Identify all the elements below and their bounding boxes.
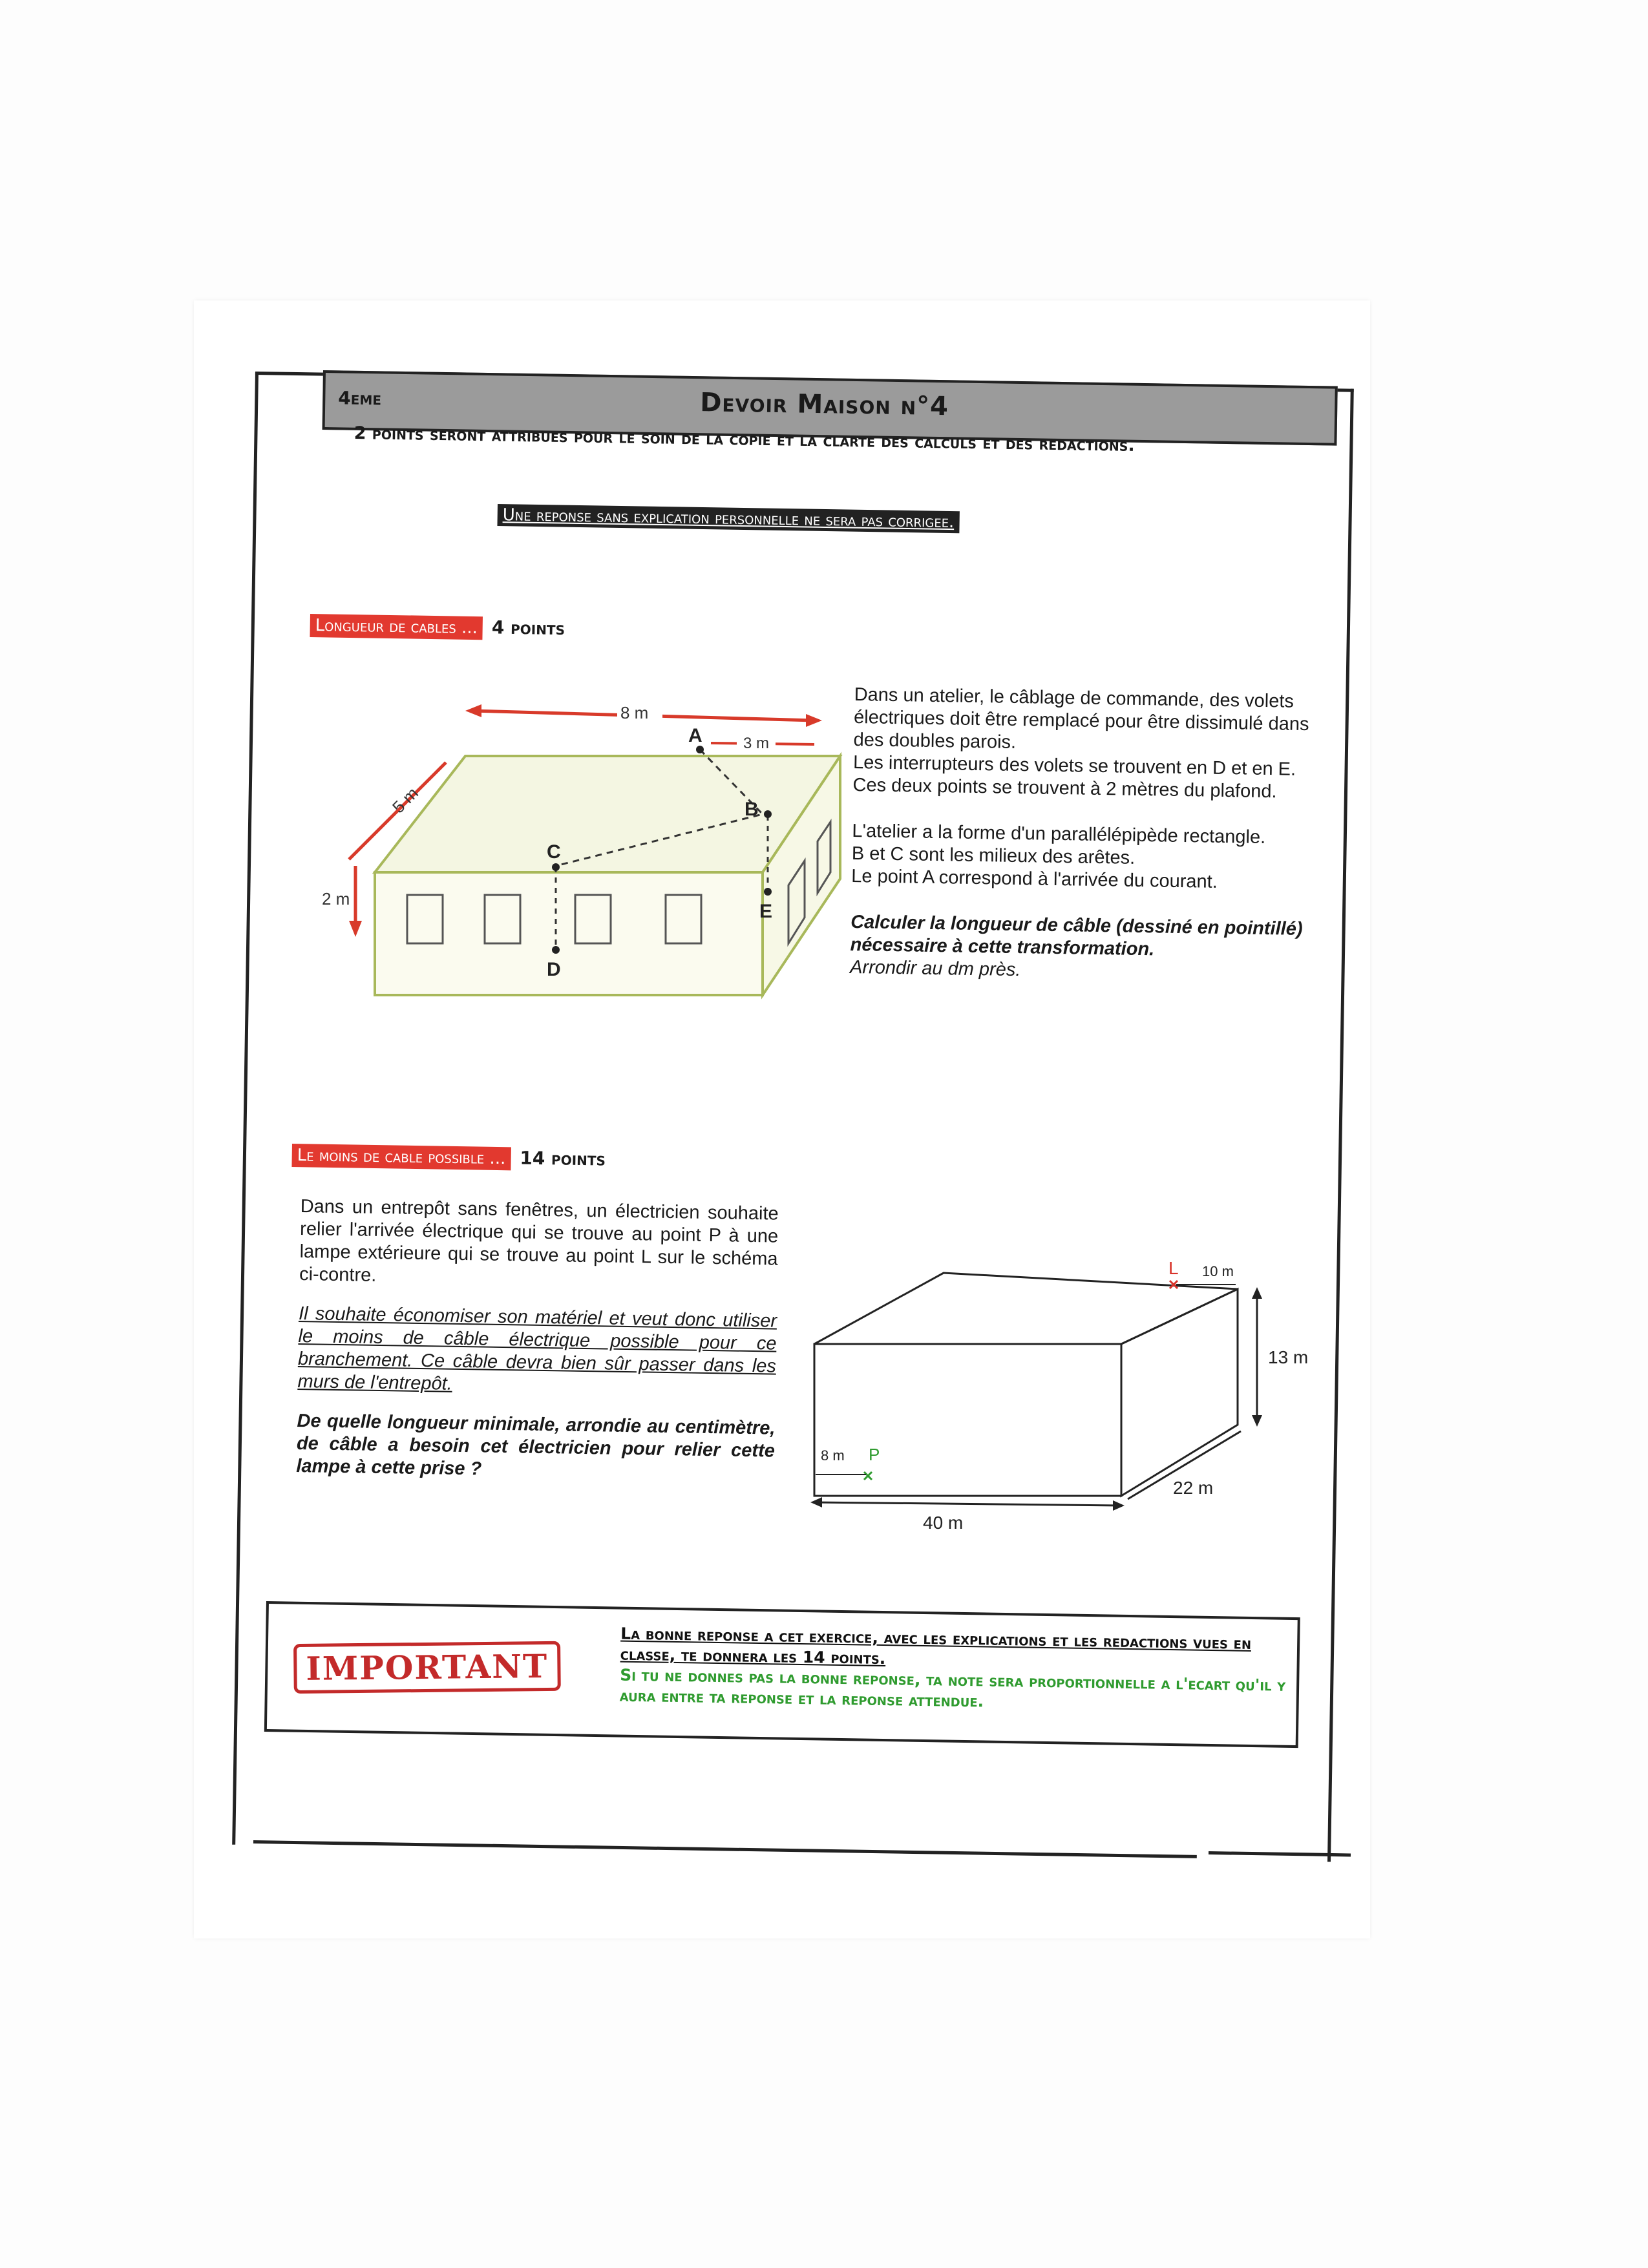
section2-paragraph2: Il souhaite économiser son matériel et veut donc utiliser le moins de câble électrique possible pour ce branchement. Ce câble devra bien sûr passer dans les murs de l'entrepôt. [297,1303,777,1394]
warehouse-figure [801,1247,1331,1531]
section1-paragraph4: B et C sont les milieux des arêtes. [851,843,1136,868]
label-e: E [759,901,773,922]
section1-rounding: Arrondir au dm près. [849,956,1021,981]
label-d: D [547,959,561,980]
offset-label: 3 m [743,735,770,752]
arrow-head [1113,1500,1125,1511]
label-l: L [1168,1258,1179,1278]
length-label: 40 m [923,1513,964,1533]
point-c [552,863,560,871]
height-label: 2 m [322,889,350,908]
section1-text [850,684,1326,986]
important-text [620,1624,1293,1717]
explain-note: Une reponse sans explication personnelle ne sera pas corrigee. [497,504,959,533]
section2-text [296,1195,779,1486]
important-stamp: IMPORTANT [293,1641,561,1694]
section1-points: 4 points [491,616,565,640]
section1-question: Calculer la longueur de câble (dessiné en pointillé) nécessaire à cette transformation. [850,911,1303,960]
important-line1: La bonne reponse a cet exercice, avec les explications et les redactions vues en classe, te donnera les 14 points. [620,1624,1252,1668]
section2-paragraph1: Dans un entrepôt sans fenêtres, un électricien souhaite relier l'arrivée électrique qui se trouve au point P à une lampe extérieure qui se trouve au point L sur le schéma ci-contre. [299,1195,779,1286]
point-a [696,746,704,753]
width-label: 22 m [1173,1478,1214,1498]
section1-label: Longueur de cables ... [310,614,483,640]
section2-label: Le moins de cable possible ... [291,1144,511,1170]
arrow-head [810,1497,822,1507]
section2-heading [291,1144,606,1172]
label-b: B [745,799,759,820]
page-title: Devoir Maison n°4 [699,388,949,422]
length-arrow [816,1502,1120,1506]
section1-paragraph1: Dans un atelier, le câblage de commande, des volets électriques doit être remplacé pour être dissimulé dans des doubles parois. [853,684,1309,753]
important-box [264,1601,1300,1748]
arrow-head [1252,1415,1262,1427]
section1-paragraph5: Le point A correspond à l'arrivée du courant. [851,865,1218,892]
care-note: 2 points seront attribues pour le soin de la copie et la clarte des calculs et des redactions. [354,423,1135,456]
point-e [764,888,772,896]
length-label: 8 m [620,703,649,722]
section1-paragraph2: Les interrupteurs des volets se trouvent en D et en E. Ces deux points se trouvent à 2 mètres du plafond. [852,751,1296,803]
arrow-head [1252,1287,1262,1299]
warehouse-front [814,1344,1121,1496]
important-line2: Si tu ne donnes pas la bonne reponse, ta note sera proportionnelle a l'ecart qu'il y aura entre ta reponse et la reponse attendue. [619,1665,1286,1711]
label-a: A [688,725,703,746]
l-offset-label: 10 m [1202,1263,1234,1279]
p-offset-label: 8 m [821,1447,845,1464]
grade-label: 4eme [338,387,382,410]
depth-label: 5 m [388,783,422,817]
workshop-front-wall [375,872,763,995]
section1-heading [310,614,565,641]
section2-points: 14 points [520,1147,606,1170]
height-label: 13 m [1268,1347,1309,1367]
arrow-head [465,704,481,717]
point-b [764,810,772,818]
workshop-figure [322,691,847,1027]
section1-paragraph3: L'atelier a la forme d'un parallélépipède rectangle. [852,820,1266,848]
warehouse-side [1121,1289,1238,1496]
arrow-head [806,714,822,727]
label-c: C [547,841,561,863]
section2-question: De quelle longueur minimale, arrondie au centimètre, de câble a besoin cet électricien pour relier cette lampe à cette prise ? [296,1410,776,1480]
arrow-head [349,921,362,937]
point-d [552,946,560,954]
label-p: P [869,1445,880,1464]
